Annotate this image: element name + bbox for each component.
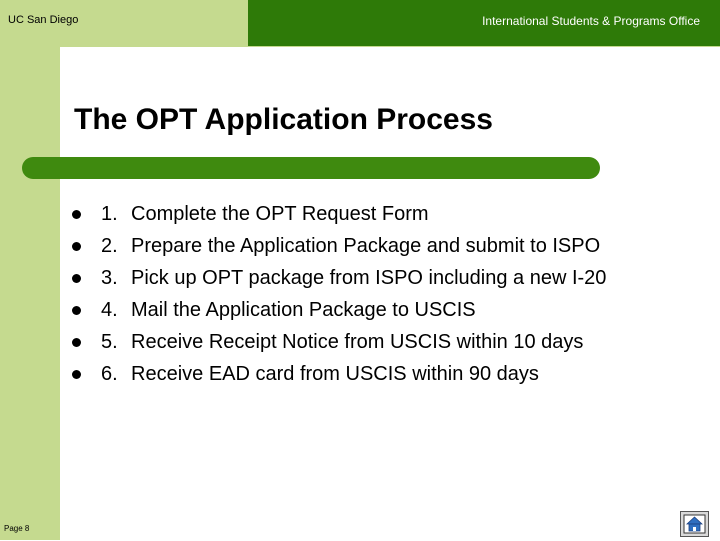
- item-text: Prepare the Application Package and submit to ISPO: [131, 235, 601, 257]
- bullet-icon: [72, 338, 81, 347]
- office-name: International Students & Programs Office: [482, 14, 700, 28]
- item-number: 5.: [101, 331, 118, 353]
- home-icon: [681, 512, 708, 536]
- bullet-icon: [72, 370, 81, 379]
- left-decor-band: [0, 0, 60, 540]
- bullet-icon: [72, 242, 81, 251]
- item-text: Mail the Application Package to USCIS: [131, 299, 476, 321]
- item-number: 6.: [101, 363, 118, 385]
- item-text: Complete the OPT Request Form: [131, 203, 429, 225]
- item-number: 2.: [101, 235, 118, 257]
- item-text: Pick up OPT package from ISPO including a new I-20: [131, 267, 607, 289]
- slide-title: The OPT Application Process: [74, 103, 493, 136]
- item-number: 3.: [101, 267, 118, 289]
- home-button[interactable]: [680, 511, 709, 537]
- item-number: 1.: [101, 203, 118, 225]
- institution-name: UC San Diego: [8, 14, 79, 26]
- title-underline-bar: [22, 157, 600, 179]
- bullet-icon: [72, 306, 81, 315]
- item-text: Receive Receipt Notice from USCIS within 10 days: [131, 331, 584, 353]
- item-number: 4.: [101, 299, 118, 321]
- page-number: Page 8: [4, 524, 30, 533]
- vertical-rule: [60, 48, 65, 540]
- bullet-icon: [72, 274, 81, 283]
- bullet-icon: [72, 210, 81, 219]
- item-text: Receive EAD card from USCIS within 90 days: [131, 363, 539, 385]
